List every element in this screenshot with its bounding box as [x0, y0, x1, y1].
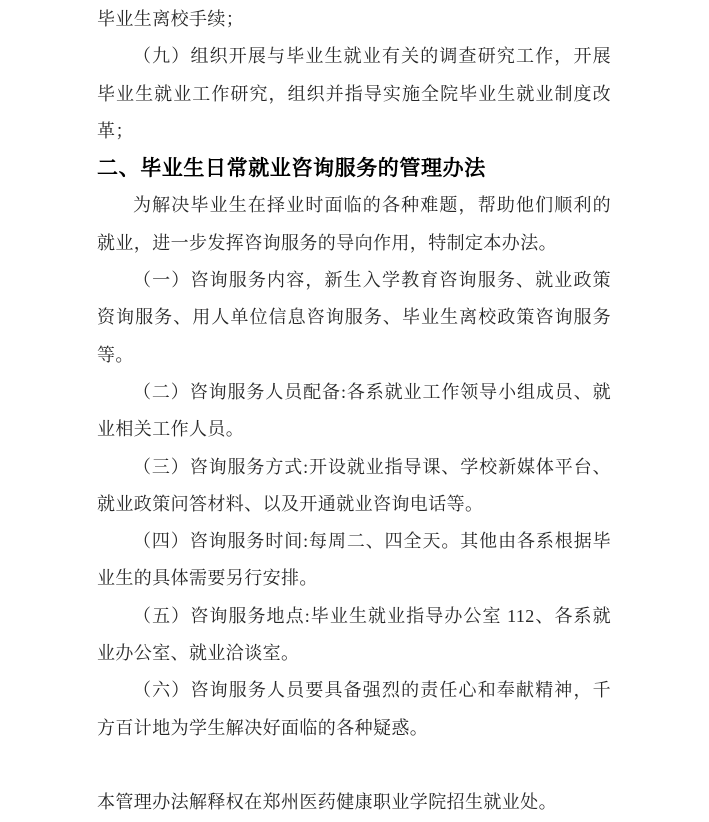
- footer-note: 本管理办法解释权在郑州医药健康职业学院招生就业处。: [97, 792, 557, 813]
- service-item-4-schedule: （四）咨询服务时间:每周二、四全天。其他由各系根据毕业生的具体需要另行安排。: [97, 531, 611, 589]
- section-heading: 二、毕业生日常就业咨询服务的管理办法: [97, 157, 486, 181]
- service-item-6-attitude: （六）咨询服务人员要具备强烈的责任心和奉献精神，千方百计地为学生解决好面临的各种疑惑。: [97, 680, 611, 738]
- intro-paragraph: 为解决毕业生在择业时面临的各种难题，帮助他们顺利的就业，进一步发挥咨询服务的导向作用，特制定本办法。: [97, 195, 611, 253]
- paragraph-item-nine: （九）组织开展与毕业生就业有关的调查研究工作，开展毕业生就业工作研究，组织并指导实施全院毕业生就业制度改革；: [97, 46, 611, 141]
- service-item-5-location: （五）咨询服务地点:毕业生就业指导办公室 112、各系就业办公室、就业洽谈室。: [97, 605, 611, 664]
- continuation-line: 毕业生离校手续；: [97, 9, 245, 29]
- service-item-1-content: （一）咨询服务内容，新生入学教育咨询服务、就业政策资询服务、用人单位信息咨询服务、毕业生离校政策咨询服务等。: [97, 270, 611, 365]
- service-item-3-methods: （三）咨询服务方式:开设就业指导课、学校新媒体平台、就业政策问答材料、以及开通就业咨询电话等。: [97, 456, 611, 514]
- service-item-2-staffing: （二）咨询服务人员配备:各系就业工作领导小组成员、就业相关工作人员。: [97, 381, 611, 440]
